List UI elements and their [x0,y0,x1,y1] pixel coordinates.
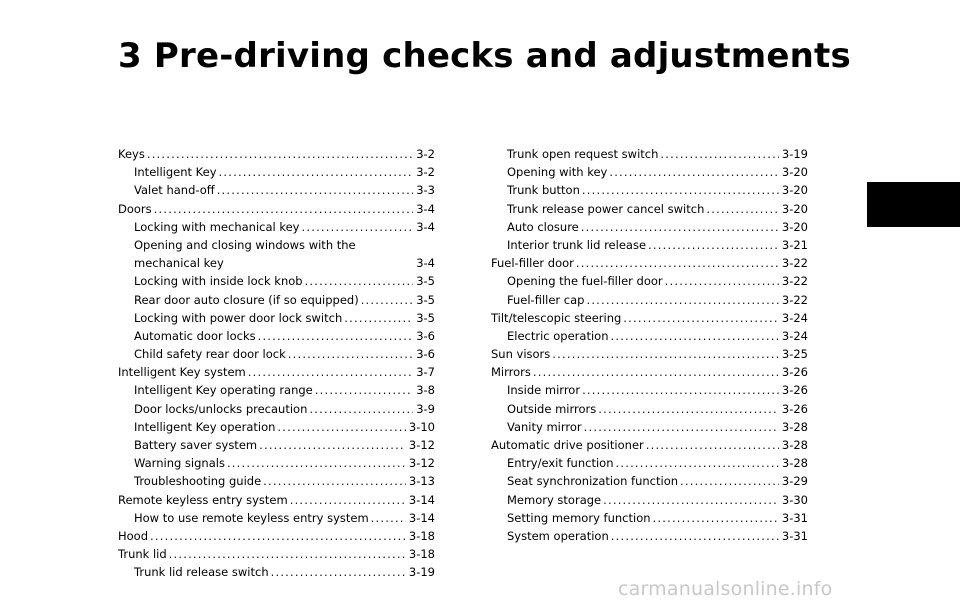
toc-entry-page: 3-2 [416,165,435,180]
toc-entry[interactable] [491,363,808,381]
toc-entry-label: Locking with inside lock knob [134,274,303,289]
toc-entry-label: Intelligent Key operation [134,419,276,434]
toc-entry-label: System operation [507,528,609,543]
dot-leader [581,218,779,236]
dot-leader [648,236,779,254]
dot-leader [344,309,413,327]
toc-entry-page: 3-9 [416,401,435,416]
dot-leader [584,418,779,436]
dot-leader [302,218,414,236]
dot-leader [653,509,779,527]
toc-entry-label: Intelligent Key system [118,365,246,380]
dot-leader [609,163,779,181]
toc-entry[interactable] [491,527,808,545]
dot-leader [680,472,779,490]
toc-entry-page: 3-12 [408,438,435,452]
toc-entry-page: 3-6 [416,328,435,343]
dot-leader [660,145,778,163]
toc-entry[interactable] [118,363,435,381]
watermark: carmanualsonline.info [618,578,833,600]
dot-leader [582,381,779,399]
toc-entry[interactable] [118,163,435,181]
toc-entry-label: Opening the fuel-filler door [507,274,663,289]
toc-entry[interactable] [118,491,435,509]
toc-entry[interactable] [118,472,435,490]
toc-entry-page: 3-28 [781,456,808,471]
page-title: 3 Pre-driving checks and adjustments [118,36,851,76]
dot-leader [552,345,779,363]
toc-entry[interactable] [491,254,808,272]
dot-leader [147,145,413,163]
toc-entry-page: 3-7 [416,365,435,380]
toc-entry-page: 3-22 [781,292,808,307]
toc-entry[interactable] [118,381,435,399]
toc-entry-page: 3-4 [416,256,435,271]
toc-entry-page: 3-2 [416,147,435,161]
toc-entry[interactable] [118,418,435,436]
toc-entry-page: 3-28 [781,419,808,434]
toc-entry[interactable] [491,181,808,199]
dot-leader [248,363,413,381]
toc-entry-page: 3-20 [781,165,808,180]
toc-entry[interactable] [491,345,808,363]
toc-entry-page: 3-24 [781,310,808,325]
dot-leader [665,272,779,290]
toc-entry-page: 3-26 [781,401,808,416]
toc-entry-label: Trunk lid release switch [134,565,269,580]
toc-entry-label: Child safety rear door lock [134,347,286,362]
toc-entry-page: 3-20 [781,201,808,216]
dot-leader [305,272,414,290]
toc-entry-page: 3-14 [408,492,435,507]
dot-leader [277,418,405,436]
toc-entry-label: Inside mirror [507,383,581,398]
dot-leader [263,472,406,490]
toc-entry[interactable] [118,236,435,272]
toc-entry-label: Warning signals [134,456,225,471]
toc-entry-label: Sun visors [491,347,551,362]
toc-entry-page: 3-5 [416,274,435,289]
toc-entry-label: Tilt/telescopic steering [491,310,622,325]
dot-leader [219,163,414,181]
dot-leader [271,563,406,581]
toc-entry-label: Fuel-filler cap [507,292,585,307]
toc-entry-label-continued: mechanical key [134,256,224,271]
toc-column-right [491,145,808,545]
toc-entry-page: 3-14 [408,510,435,525]
toc-entry-page: 3-5 [416,310,435,325]
toc-entry-page: 3-6 [416,347,435,362]
dot-leader [288,345,413,363]
toc-entry[interactable] [491,291,808,309]
dot-leader [603,491,779,509]
dot-leader [315,381,413,399]
toc-entry-label: Intelligent Key operating range [134,383,313,398]
toc-column-left [118,145,435,582]
toc-entry-label: Trunk open request switch [507,147,659,161]
toc-entry[interactable] [491,218,808,236]
dot-leader [611,527,779,545]
toc-entry-page: 3-21 [781,237,808,252]
toc-entry-page: 3-18 [408,528,435,543]
toc-entry[interactable] [118,527,435,545]
toc-entry[interactable] [491,491,808,509]
toc-entry-page: 3-4 [416,219,435,234]
toc-entry[interactable] [491,454,808,472]
dot-leader [533,363,779,381]
dot-leader [169,545,406,563]
toc-entry-label: Seat synchronization function [507,474,679,489]
toc-entry[interactable] [118,545,435,563]
toc-entry-page: 3-3 [416,183,435,198]
toc-entry[interactable] [491,381,808,399]
toc-entry-label: Locking with mechanical key [134,219,300,234]
dot-leader [623,309,779,327]
toc-entry-label: Electric operation [507,328,609,343]
dot-leader [309,400,413,418]
toc-entry-page: 3-19 [408,565,435,580]
toc-entry-page: 3-20 [781,183,808,198]
toc-entry-page: 3-25 [781,347,808,362]
toc-entry[interactable] [118,436,435,454]
toc-entry-page: 3-31 [781,510,808,525]
toc-entry[interactable] [491,145,808,163]
toc-entry-label: Automatic drive positioner [491,438,644,452]
toc-entry[interactable] [491,418,808,436]
toc-entry-label: Trunk release power cancel switch [507,201,705,216]
chapter-tab [867,182,960,227]
toc-entry-page: 3-26 [781,383,808,398]
toc-entry[interactable] [491,327,808,345]
toc-entry-page: 3-24 [781,328,808,343]
toc-entry[interactable] [118,145,435,163]
toc-entry-label: Trunk button [507,183,580,198]
toc-entry[interactable] [118,181,435,199]
toc-entry[interactable] [491,436,808,454]
toc-entry-label: Mirrors [491,365,531,380]
toc-entry-page: 3-18 [408,547,435,562]
dot-leader [616,454,779,472]
toc-entry-label: How to use remote keyless entry system [134,510,369,525]
toc-entry-page: 3-31 [781,528,808,543]
toc-entry-page: 3-29 [781,474,808,489]
toc-entry-page: 3-26 [781,365,808,380]
dot-leader [217,181,414,199]
toc-entry[interactable] [491,200,808,218]
toc-entry-page: 3-13 [408,474,435,489]
toc-entry[interactable] [118,563,435,581]
dot-leader [582,181,779,199]
toc-entry-label: Door locks/unlocks precaution [134,401,308,416]
toc-entry-label: Interior trunk lid release [507,237,647,252]
dot-leader [610,327,778,345]
toc-entry-page: 3-10 [408,419,435,434]
dot-leader [598,400,779,418]
toc-entry-label: Fuel-filler door [491,256,574,271]
toc-entry-label: Setting memory function [507,510,651,525]
toc-entry-page: 3-4 [416,201,435,216]
toc-entry[interactable] [118,509,435,527]
dot-leader [258,327,414,345]
toc-entry-label: Valet hand-off [134,183,215,198]
dot-leader [361,291,414,309]
toc-entry[interactable] [491,400,808,418]
toc-entry[interactable] [491,272,808,290]
toc-entry-label: Entry/exit function [507,456,614,471]
dot-leader [586,291,778,309]
dot-leader [259,436,406,454]
toc-entry-page: 3-22 [781,256,808,271]
dot-leader [706,200,779,218]
dot-leader [646,436,779,454]
toc-entry-label: Automatic door locks [134,328,256,343]
toc-entry[interactable] [118,309,435,327]
toc-entry[interactable] [491,309,808,327]
dot-leader [290,491,406,509]
toc-entry-page: 3-20 [781,219,808,234]
toc-entry-page: 3-22 [781,274,808,289]
toc-entry-label: Vanity mirror [507,419,582,434]
toc-entry[interactable] [491,472,808,490]
toc-entry[interactable] [118,200,435,218]
toc-entry[interactable] [118,400,435,418]
toc-entry-page: 3-28 [781,438,808,452]
toc-entry-label: Troubleshooting guide [134,474,262,489]
toc-entry[interactable] [491,163,808,181]
toc-entry-page: 3-19 [781,147,808,161]
toc-entry-label: Outside mirrors [507,401,597,416]
dot-leader [227,454,406,472]
dot-leader [150,527,406,545]
dot-leader [154,200,414,218]
toc-entry-label: Intelligent Key [134,165,217,180]
toc-entry-label: Auto closure [507,219,579,234]
dot-leader [576,254,779,272]
toc-entry-label: Keys [118,147,145,161]
toc-entry[interactable] [118,345,435,363]
toc-entry-label: Opening with key [507,165,608,180]
dot-leader [371,509,406,527]
toc-entry-label: Locking with power door lock switch [134,310,343,325]
toc-entry[interactable] [118,272,435,290]
toc-entry[interactable] [491,236,808,254]
toc-entry[interactable] [491,509,808,527]
toc-entry-label: Doors [118,201,152,216]
toc-entry-page: 3-8 [416,383,435,398]
toc-entry-label: Memory storage [507,492,602,507]
toc-entry-page: 3-30 [781,492,808,507]
toc-entry-label: Battery saver system [134,438,258,452]
toc-entry[interactable] [118,454,435,472]
toc-entry-page: 3-12 [408,456,435,471]
toc-entry-label: Hood [118,528,149,543]
toc-entry[interactable] [118,291,435,309]
toc-entry[interactable] [118,218,435,236]
toc-entry-label: Rear door auto closure (if so equipped) [134,292,359,307]
toc-entry-label: Remote keyless entry system [118,492,288,507]
toc-entry-page: 3-5 [416,292,435,307]
toc-entry-label: Opening and closing windows with the [134,237,356,252]
toc-entry-label: Trunk lid [118,547,167,562]
toc-entry[interactable] [118,327,435,345]
